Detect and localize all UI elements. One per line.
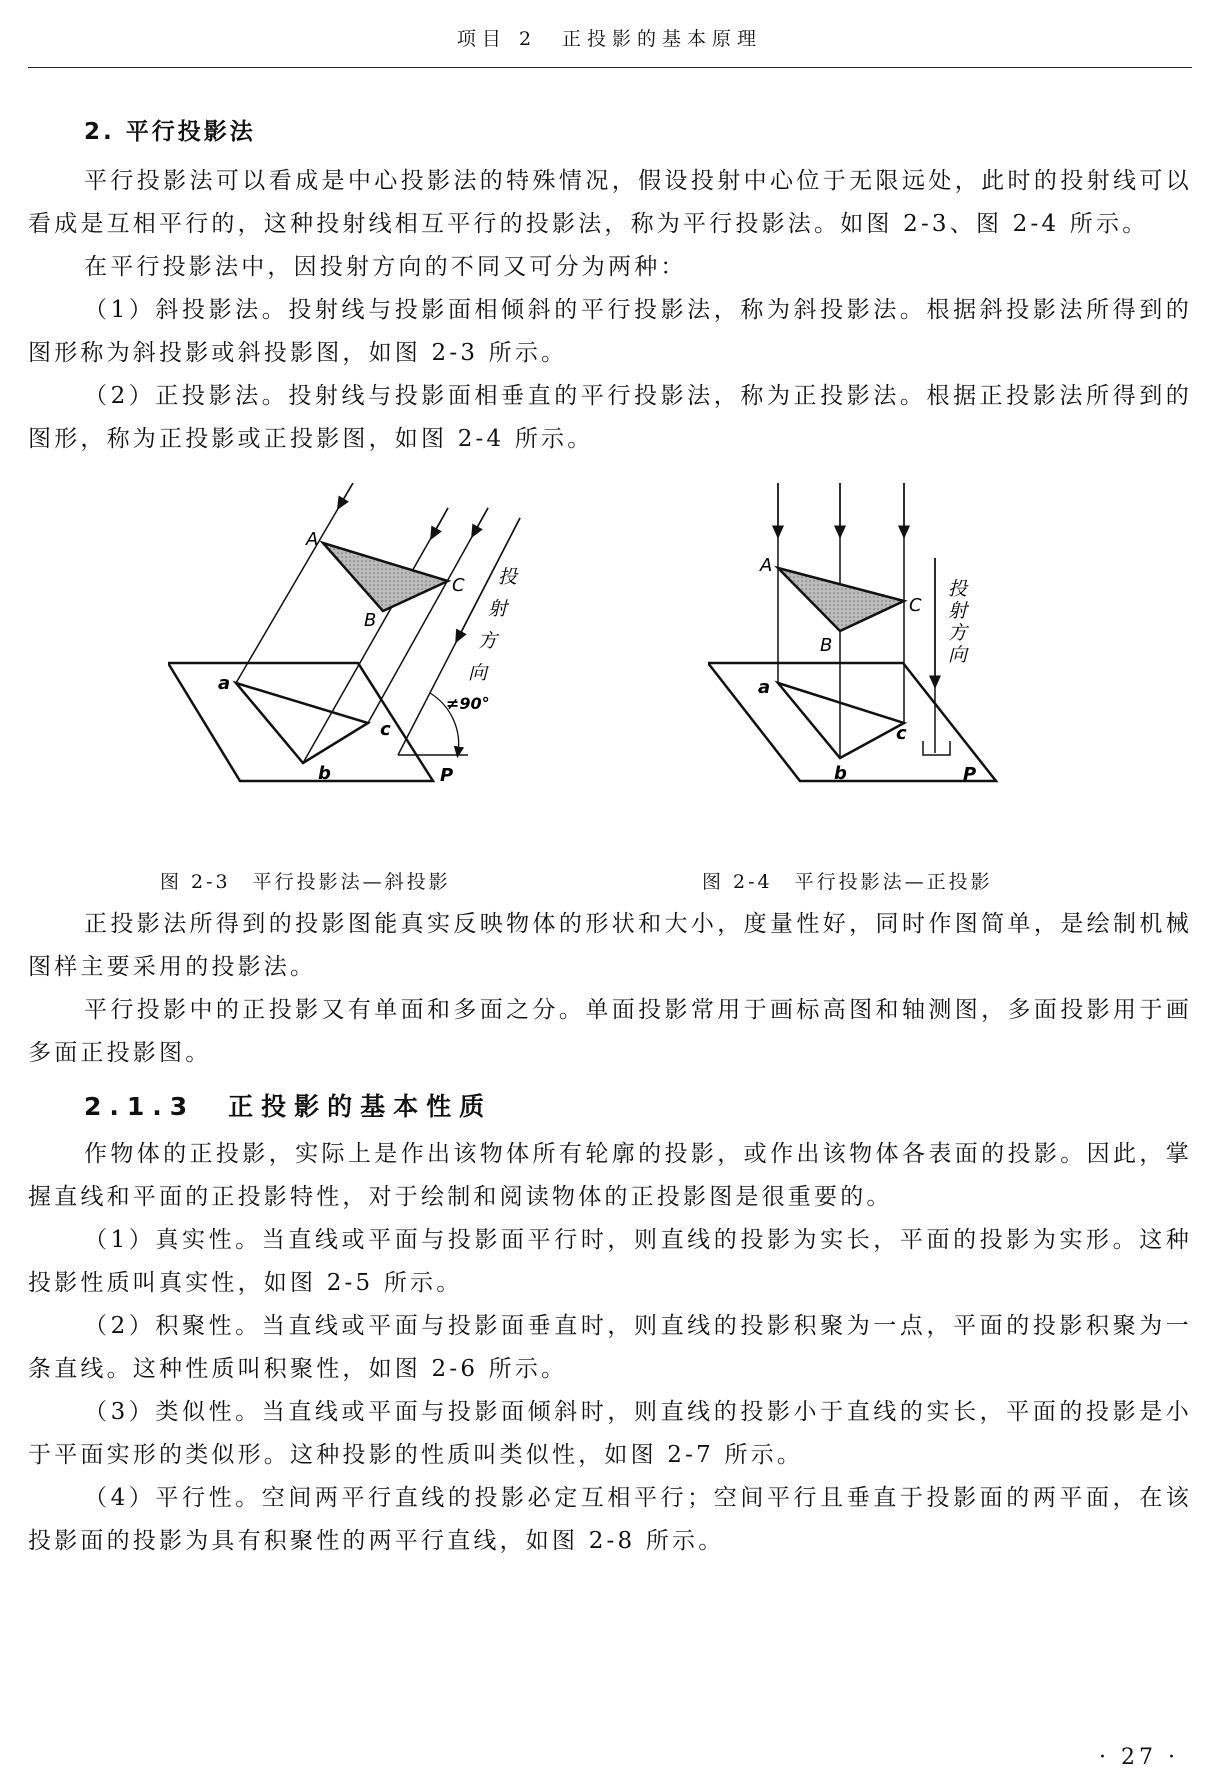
label-A: A [306,529,319,550]
figure-caption-2-3: 图 2-3 平行投影法—斜投影 [160,871,451,893]
label-a: a [218,673,231,694]
paragraph: 平行投影中的正投影又有单面和多面之分。单面投影常用于画标高图和轴测图，多面投影用于画多面正投影图。 [28,997,1192,1066]
label-angle: ≠90° [446,694,490,713]
figure-orthographic-projection [708,483,1028,857]
label-P: P [963,764,977,785]
paragraph: 作物体的正投影，实际上是作出该物体所有轮廓的投影，或作出该物体各表面的投影。因此，掌握直线和平面的正投影特性，对于绘制和阅读物体的正投影图是很重要的。 [28,1141,1192,1210]
figure-caption-2-4: 图 2-4 平行投影法—正投影 [702,871,993,893]
paragraph: 平行投影法可以看成是中心投影法的特殊情况，假设投射中心位于无限远处，此时的投射线可以看成是互相平行的，这种投射线相互平行的投影法，称为平行投影法。如图 2-3、图 2-4 所示。 [28,168,1192,237]
label-b: b [318,763,331,784]
label-direction-4: 向 [468,662,488,684]
label-direction-3: 方 [478,630,498,652]
label-B: B [820,635,833,656]
page-number: · 27 · [1099,1745,1179,1770]
label-direction-2: 射 [488,598,508,620]
label-a: a [758,677,771,698]
paragraph: （1）真实性。当直线或平面与投影面平行时，则直线的投影为实长，平面的投影为实形。这种投影性质叫真实性，如图 2-5 所示。 [28,1227,1192,1296]
figure-oblique-projection [168,483,568,857]
section-heading-basic-properties: 2.1.3 正投影的基本性质 [84,1092,493,1121]
oblique-projection-diagram [168,483,568,853]
section-heading-parallel-projection: 2. 平行投影法 [84,119,256,145]
paragraph: （3）类似性。当直线或平面与投影面倾斜时，则直线的投影小于直线的实长，平面的投影是小于平面实形的类似形。这种投影的性质叫类似性，如图 2-7 所示。 [28,1399,1192,1468]
label-direction-2: 射 [948,600,968,622]
running-header: 项目 2 正投影的基本原理 [456,28,763,50]
label-C: C [909,595,922,616]
figure-row [28,483,1192,903]
label-A: A [760,555,773,576]
paragraph: （4）平行性。空间两平行直线的投影必定互相平行；空间平行且垂直于投影面的两平面，在该投影面的投影为具有积聚性的两平行直线，如图 2-8 所示。 [28,1485,1192,1554]
label-c: c [380,719,391,740]
label-direction-3: 方 [948,622,968,644]
paragraph: （2）积聚性。当直线或平面与投影面垂直时，则直线的投影积聚为一点，平面的投影积聚为一条直线。这种性质叫积聚性，如图 2-6 所示。 [28,1313,1192,1382]
header-rule [28,67,1192,68]
page-content [28,108,1192,1563]
label-direction-1: 投 [948,578,968,600]
paragraph: 在平行投影法中，因投射方向的不同又可分为两种： [84,254,687,280]
label-direction-1: 投 [498,566,518,588]
label-direction-4: 向 [948,644,968,666]
label-b: b [834,763,847,784]
paragraph: （2）正投影法。投射线与投影面相垂直的平行投影法，称为正投影法。根据正投影法所得到的图形，称为正投影或正投影图，如图 2-4 所示。 [28,383,1192,452]
orthographic-projection-diagram [708,483,1028,853]
paragraph: 正投影法所得到的投影图能真实反映物体的形状和大小，度量性好，同时作图简单，是绘制机械图样主要采用的投影法。 [28,911,1192,980]
label-C: C [452,575,465,596]
label-P: P [440,765,454,786]
label-B: B [364,610,377,631]
paragraph: （1）斜投影法。投射线与投影面相倾斜的平行投影法，称为斜投影法。根据斜投影法所得到的图形称为斜投影或斜投影图，如图 2-3 所示。 [28,297,1192,366]
label-c: c [896,723,907,744]
